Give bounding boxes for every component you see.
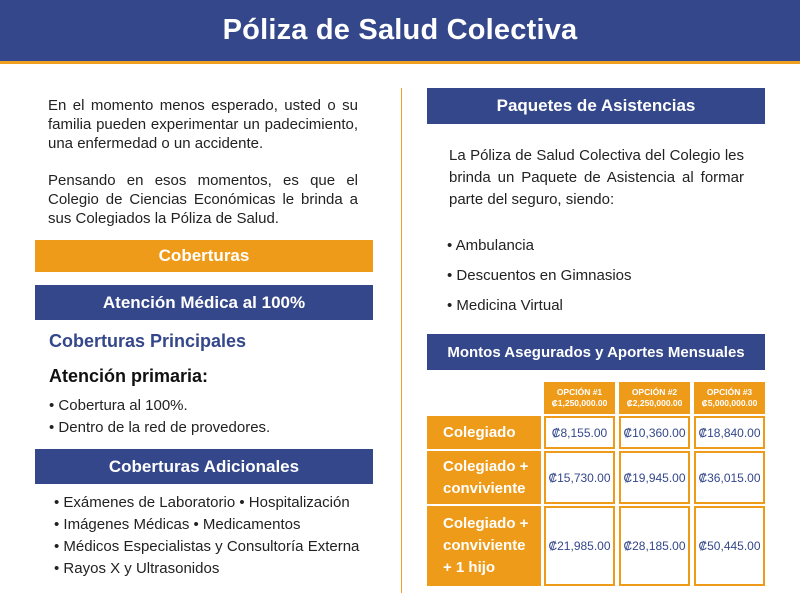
- option-name: OPCIÓN #2: [631, 387, 678, 397]
- option-amount: ₡2,250,000.00: [626, 398, 683, 408]
- list-item: • Descuentos en Gimnasios: [447, 261, 632, 291]
- list-item: • Medicina Virtual: [447, 291, 632, 321]
- option-1-header: [544, 382, 615, 414]
- table-cell: ₡36,015.00: [694, 451, 765, 504]
- table-cell: ₡18,840.00: [694, 416, 765, 449]
- intro-paragraph-2: Pensando en esos momentos, es que el Colegio de Ciencias Económicas le brinda a sus Colegiados la Póliza de Salud.: [48, 172, 358, 227]
- atencion-medica-banner: Atención Médica al 100%: [35, 285, 373, 320]
- list-item: • Imágenes Médicas • Medicamentos: [54, 514, 359, 536]
- intro-paragraph-1: En el momento menos esperado, usted o su familia pueden experimentar un padecimiento, una enfermedad o un accidente.: [48, 97, 358, 152]
- option-name: OPCIÓN #3: [706, 387, 753, 397]
- table-cell: ₡19,945.00: [619, 451, 690, 504]
- table-cell: ₡8,155.00: [544, 416, 615, 449]
- montos-banner: Montos Asegurados y Aportes Mensuales: [427, 334, 765, 370]
- page-title: Póliza de Salud Colectiva: [222, 14, 578, 46]
- column-divider: [401, 88, 402, 593]
- table-cell: ₡15,730.00: [544, 451, 615, 504]
- table-cell: ₡50,445.00: [694, 506, 765, 586]
- list-item: • Exámenes de Laboratorio • Hospitalización: [54, 492, 359, 514]
- asistencias-list: [447, 231, 632, 321]
- table-cell: ₡28,185.00: [619, 506, 690, 586]
- paquetes-banner: Paquetes de Asistencias: [427, 88, 765, 124]
- list-item: • Cobertura al 100%.: [49, 395, 270, 417]
- paquetes-paragraph: La Póliza de Salud Colectiva del Colegio les brinda un Paquete de Asistencia al formar parte del seguro, siendo:: [449, 147, 744, 208]
- adicionales-list: [54, 492, 359, 580]
- coberturas-adicionales-banner: Coberturas Adicionales: [35, 449, 373, 484]
- option-name: OPCIÓN #1: [556, 387, 603, 397]
- option-amount: ₡1,250,000.00: [551, 398, 608, 408]
- list-item: • Dentro de la red de provedores.: [49, 417, 270, 439]
- option-3-header: [694, 382, 765, 414]
- list-item: • Médicos Especialistas y Consultoría Externa: [54, 536, 359, 558]
- option-2-header: [619, 382, 690, 414]
- table-cell: ₡10,360.00: [619, 416, 690, 449]
- table-cell: ₡21,985.00: [544, 506, 615, 586]
- row-label-colegiado: Colegiado: [427, 416, 541, 449]
- primaria-list: [49, 395, 270, 439]
- row-label-conviviente-hijo: Colegiado + conviviente + 1 hijo: [427, 506, 541, 586]
- row-label-conviviente: Colegiado + conviviente: [427, 451, 541, 504]
- option-amount: ₡5,000,000.00: [701, 398, 758, 408]
- coberturas-banner: Coberturas: [35, 240, 373, 272]
- page-header: [0, 0, 800, 64]
- list-item: • Rayos X y Ultrasonidos: [54, 558, 359, 580]
- coberturas-principales-heading: Coberturas Principales: [49, 331, 247, 351]
- atencion-primaria-heading: Atención primaria:: [49, 366, 209, 386]
- list-item: • Ambulancia: [447, 231, 632, 261]
